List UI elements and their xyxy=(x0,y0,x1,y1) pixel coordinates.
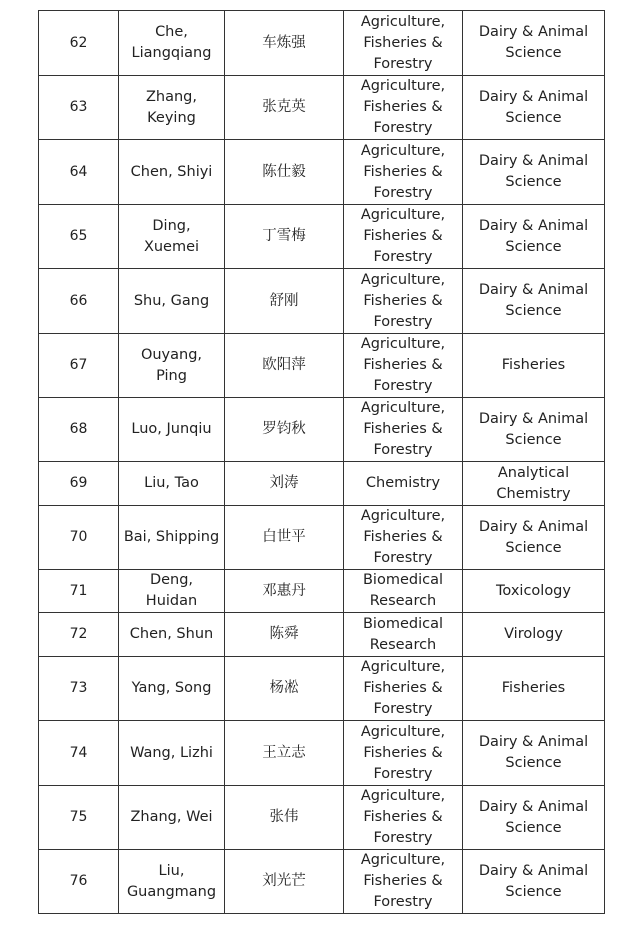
table-row xyxy=(39,721,605,786)
row-number-cell: 67 xyxy=(39,334,119,398)
chinese-name-cell: 白世平 xyxy=(225,506,344,570)
row-number-cell: 75 xyxy=(39,786,119,850)
name-cell: Shu, Gang xyxy=(119,269,225,334)
field-cell: Toxicology xyxy=(463,570,605,613)
chinese-name-cell: 张伟 xyxy=(225,786,344,850)
field-cell: Dairy & Animal Science xyxy=(463,721,605,786)
row-number-cell: 70 xyxy=(39,506,119,570)
table-row xyxy=(39,11,605,76)
row-number-cell: 68 xyxy=(39,398,119,462)
name-cell: Ouyang, Ping xyxy=(119,334,225,398)
row-number-cell: 66 xyxy=(39,269,119,334)
name-cell: Zhang, Keying xyxy=(119,76,225,140)
table-row xyxy=(39,850,605,914)
category-cell: Agriculture, Fisheries & Forestry xyxy=(344,140,463,205)
row-number-cell: 65 xyxy=(39,205,119,269)
field-cell: Dairy & Animal Science xyxy=(463,269,605,334)
chinese-name-cell: 车炼强 xyxy=(225,11,344,76)
name-cell: Ding, Xuemei xyxy=(119,205,225,269)
chinese-name-cell: 张克英 xyxy=(225,76,344,140)
table-row xyxy=(39,570,605,613)
name-cell: Chen, Shun xyxy=(119,613,225,657)
field-cell: Analytical Chemistry xyxy=(463,462,605,506)
table-row xyxy=(39,76,605,140)
row-number-cell: 76 xyxy=(39,850,119,914)
researcher-table xyxy=(38,10,605,914)
field-cell: Dairy & Animal Science xyxy=(463,850,605,914)
name-cell: Che, Liangqiang xyxy=(119,11,225,76)
field-cell: Dairy & Animal Science xyxy=(463,76,605,140)
name-cell: Luo, Junqiu xyxy=(119,398,225,462)
category-cell: Agriculture, Fisheries & Forestry xyxy=(344,76,463,140)
category-cell: Agriculture, Fisheries & Forestry xyxy=(344,506,463,570)
category-cell: Chemistry xyxy=(344,462,463,506)
chinese-name-cell: 刘涛 xyxy=(225,462,344,506)
chinese-name-cell: 罗钧秋 xyxy=(225,398,344,462)
field-cell: Fisheries xyxy=(463,334,605,398)
table-row xyxy=(39,334,605,398)
chinese-name-cell: 王立志 xyxy=(225,721,344,786)
category-cell: Agriculture, Fisheries & Forestry xyxy=(344,11,463,76)
chinese-name-cell: 杨凇 xyxy=(225,657,344,721)
chinese-name-cell: 陈舜 xyxy=(225,613,344,657)
row-number-cell: 69 xyxy=(39,462,119,506)
table-row xyxy=(39,269,605,334)
name-cell: Deng, Huidan xyxy=(119,570,225,613)
category-cell: Biomedical Research xyxy=(344,570,463,613)
chinese-name-cell: 欧阳萍 xyxy=(225,334,344,398)
row-number-cell: 74 xyxy=(39,721,119,786)
row-number-cell: 64 xyxy=(39,140,119,205)
chinese-name-cell: 舒刚 xyxy=(225,269,344,334)
table-row xyxy=(39,506,605,570)
name-cell: Wang, Lizhi xyxy=(119,721,225,786)
table-row xyxy=(39,657,605,721)
table-row xyxy=(39,462,605,506)
chinese-name-cell: 刘光芒 xyxy=(225,850,344,914)
name-cell: Liu, Tao xyxy=(119,462,225,506)
field-cell: Dairy & Animal Science xyxy=(463,140,605,205)
field-cell: Dairy & Animal Science xyxy=(463,786,605,850)
category-cell: Agriculture, Fisheries & Forestry xyxy=(344,786,463,850)
category-cell: Agriculture, Fisheries & Forestry xyxy=(344,850,463,914)
field-cell: Virology xyxy=(463,613,605,657)
category-cell: Agriculture, Fisheries & Forestry xyxy=(344,721,463,786)
row-number-cell: 63 xyxy=(39,76,119,140)
category-cell: Agriculture, Fisheries & Forestry xyxy=(344,334,463,398)
table-row xyxy=(39,205,605,269)
name-cell: Chen, Shiyi xyxy=(119,140,225,205)
category-cell: Biomedical Research xyxy=(344,613,463,657)
table-row xyxy=(39,398,605,462)
category-cell: Agriculture, Fisheries & Forestry xyxy=(344,398,463,462)
table-row xyxy=(39,613,605,657)
field-cell: Dairy & Animal Science xyxy=(463,205,605,269)
table-row xyxy=(39,786,605,850)
chinese-name-cell: 陈仕毅 xyxy=(225,140,344,205)
category-cell: Agriculture, Fisheries & Forestry xyxy=(344,657,463,721)
name-cell: Yang, Song xyxy=(119,657,225,721)
category-cell: Agriculture, Fisheries & Forestry xyxy=(344,205,463,269)
row-number-cell: 62 xyxy=(39,11,119,76)
table-body xyxy=(39,11,605,914)
name-cell: Bai, Shipping xyxy=(119,506,225,570)
name-cell: Liu, Guangmang xyxy=(119,850,225,914)
field-cell: Dairy & Animal Science xyxy=(463,506,605,570)
field-cell: Fisheries xyxy=(463,657,605,721)
row-number-cell: 73 xyxy=(39,657,119,721)
chinese-name-cell: 邓惠丹 xyxy=(225,570,344,613)
table-row xyxy=(39,140,605,205)
row-number-cell: 71 xyxy=(39,570,119,613)
category-cell: Agriculture, Fisheries & Forestry xyxy=(344,269,463,334)
field-cell: Dairy & Animal Science xyxy=(463,11,605,76)
name-cell: Zhang, Wei xyxy=(119,786,225,850)
chinese-name-cell: 丁雪梅 xyxy=(225,205,344,269)
field-cell: Dairy & Animal Science xyxy=(463,398,605,462)
row-number-cell: 72 xyxy=(39,613,119,657)
